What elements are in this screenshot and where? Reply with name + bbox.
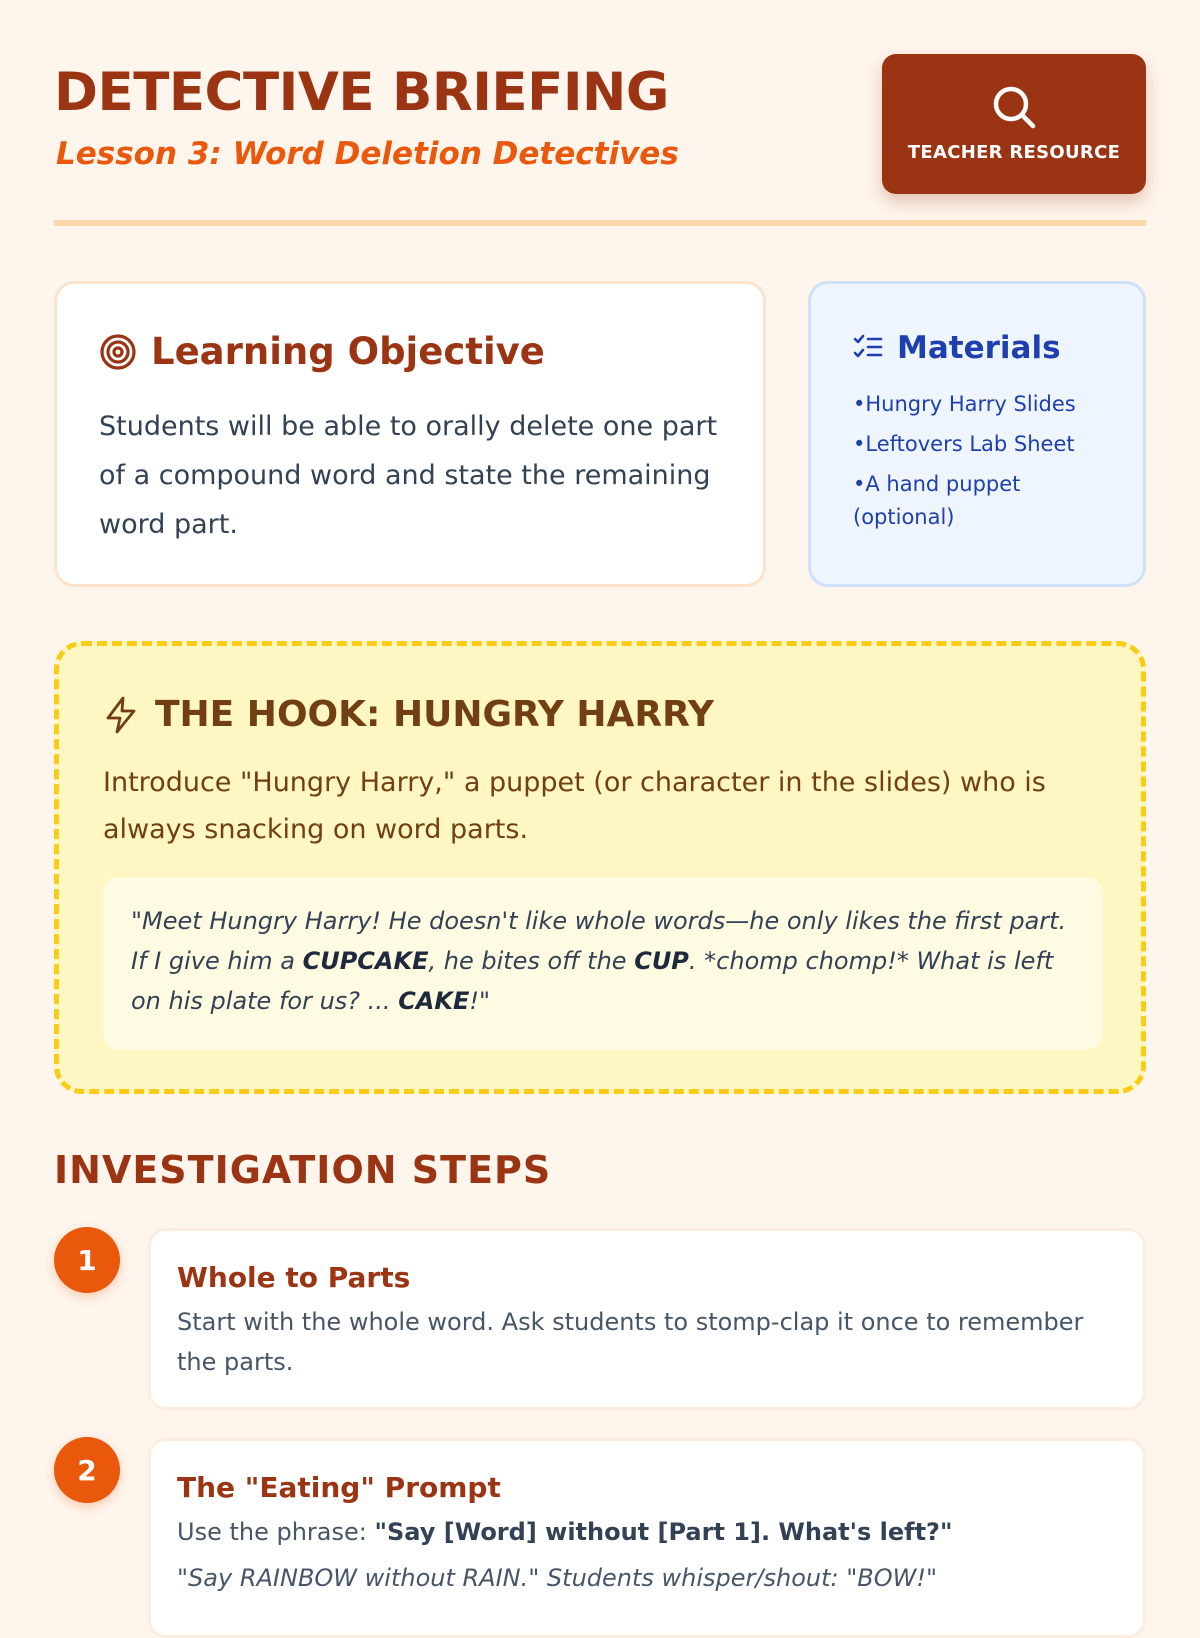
page-subtitle: Lesson 3: Word Deletion Detectives [56,136,679,172]
hook-quote [103,877,1103,1050]
hook-text: Introduce "Hungry Harry," a puppet (or character in the slides) who is always snacking on word parts. [103,767,1046,845]
materials-item: • Leftovers Lab Sheet [853,428,1123,461]
lightning-icon [101,695,141,735]
step-example: "Say RAINBOW without RAIN." Students whisper/shout: "BOW!" [177,1564,938,1592]
target-icon [99,333,137,371]
step-card [148,1438,1146,1638]
objective-text: Students will be able to orally delete one part of a compound word and state the remaining word part. [99,411,718,540]
checklist-icon [853,333,883,363]
header [54,0,1146,226]
steps-title: INVESTIGATION STEPS [54,1148,552,1192]
quote-word-cupcake: CUPCAKE [302,947,429,975]
materials-list [853,388,1123,541]
magnifier-icon [989,82,1039,132]
hook-heading-text: THE HOOK: HUNGRY HARRY [155,694,714,735]
badge-label: TEACHER RESOURCE [907,142,1121,163]
quote-text: , he bites off the [428,947,635,975]
hook-heading [101,694,714,735]
info-row [54,281,1146,587]
quote-text: . *chomp chomp!* What is left on his plate for us? ... [131,947,1054,1015]
step-heading: Whole to Parts [177,1261,411,1294]
objective-heading [99,330,545,373]
learning-objective-card [54,281,766,587]
materials-item: • A hand puppet (optional) [853,468,1123,534]
step-number-badge: 2 [54,1437,120,1503]
step-description-prefix: Use the phrase: [177,1518,375,1546]
page-title: DETECTIVE BRIEFING [54,62,669,123]
quote-word-cup: CUP [634,947,689,975]
hook-card [54,641,1146,1094]
materials-heading [853,330,1061,366]
step-number-badge: 1 [54,1227,120,1293]
materials-item: • Hungry Harry Slides [853,388,1123,421]
quote-text: !" [469,987,491,1015]
step-heading: The "Eating" Prompt [177,1471,501,1504]
materials-heading-text: Materials [897,330,1061,366]
step-card [148,1228,1146,1410]
materials-card [808,281,1146,587]
step-description [177,1512,1117,1552]
teacher-resource-badge [882,54,1146,194]
quote-word-cake: CAKE [398,987,470,1015]
quote-text: "Meet Hungry Harry! He doesn't like whole words—he only likes the first part. If I give him a [131,907,1067,975]
objective-heading-text: Learning Objective [151,330,545,373]
step-prompt-phrase: "Say [Word] without [Part 1]. What's left?" [374,1518,953,1546]
step-description: Start with the whole word. Ask students to stomp-clap it once to remember the parts. [177,1308,1084,1376]
